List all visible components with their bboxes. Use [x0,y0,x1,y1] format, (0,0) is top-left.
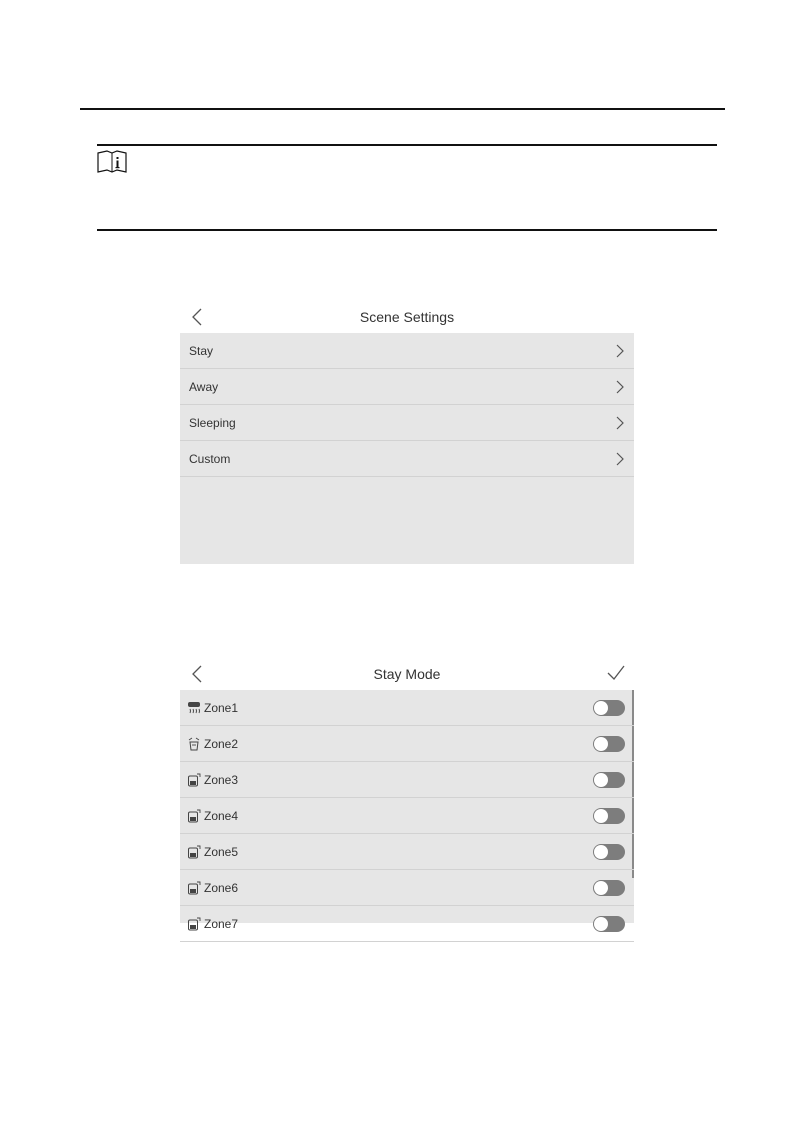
zone-toggle[interactable] [593,700,625,716]
zone-row [180,870,634,906]
door-contact-icon [187,917,201,931]
zone-row [180,726,634,762]
page-header-rule [80,108,725,110]
zone-toggle[interactable] [593,916,625,932]
zone-row [180,762,634,798]
scene-item-custom[interactable] [180,441,634,477]
door-contact-icon [187,845,201,859]
zone-row [180,834,634,870]
zone-label: Zone5 [204,844,239,859]
confirm-check-icon[interactable] [606,664,626,682]
smoke-detector-icon [187,701,201,715]
toggle-knob [594,737,608,751]
zone-toggle[interactable] [593,880,625,896]
chevron-right-icon [616,344,624,358]
chevron-right-icon [616,416,624,430]
toggle-knob [594,845,608,859]
door-contact-icon [187,773,201,787]
toggle-knob [594,917,608,931]
zone-label: Zone6 [204,880,239,895]
chevron-right-icon [616,380,624,394]
zone-label: Zone7 [204,916,239,931]
scene-item-away[interactable] [180,369,634,405]
zone-toggle[interactable] [593,844,625,860]
zone-label: Zone3 [204,772,239,787]
zone-toggle[interactable] [593,772,625,788]
scene-list [180,333,634,564]
zone-toggle[interactable] [593,808,625,824]
scene-item-label: Custom [189,451,231,466]
scene-item-stay[interactable] [180,333,634,369]
page-title: Scene Settings [359,309,455,325]
zone-row [180,906,634,942]
scene-item-sleeping[interactable] [180,405,634,441]
note-top-rule [97,144,717,146]
scene-settings-screen [180,303,634,564]
screen-header [180,303,634,333]
door-contact-icon [187,881,201,895]
scene-item-label: Sleeping [189,415,236,430]
door-contact-icon [187,809,201,823]
scene-item-label: Stay [189,343,214,358]
note-bottom-rule [97,229,717,231]
toggle-knob [594,881,608,895]
zone-row [180,798,634,834]
zone-label: Zone2 [204,736,239,751]
zone-toggle[interactable] [593,736,625,752]
zone-row [180,690,634,726]
zone-label: Zone1 [204,700,239,715]
screen-header [180,660,634,690]
pir-detector-icon [187,737,201,751]
toggle-knob [594,809,608,823]
note-book-icon [97,150,127,174]
stay-mode-screen [180,660,634,931]
zone-list[interactable] [180,690,634,931]
page-title: Stay Mode [373,666,441,682]
toggle-knob [594,773,608,787]
chevron-right-icon [616,452,624,466]
zone-label: Zone4 [204,808,239,823]
scene-item-label: Away [189,379,219,394]
toggle-knob [594,701,608,715]
